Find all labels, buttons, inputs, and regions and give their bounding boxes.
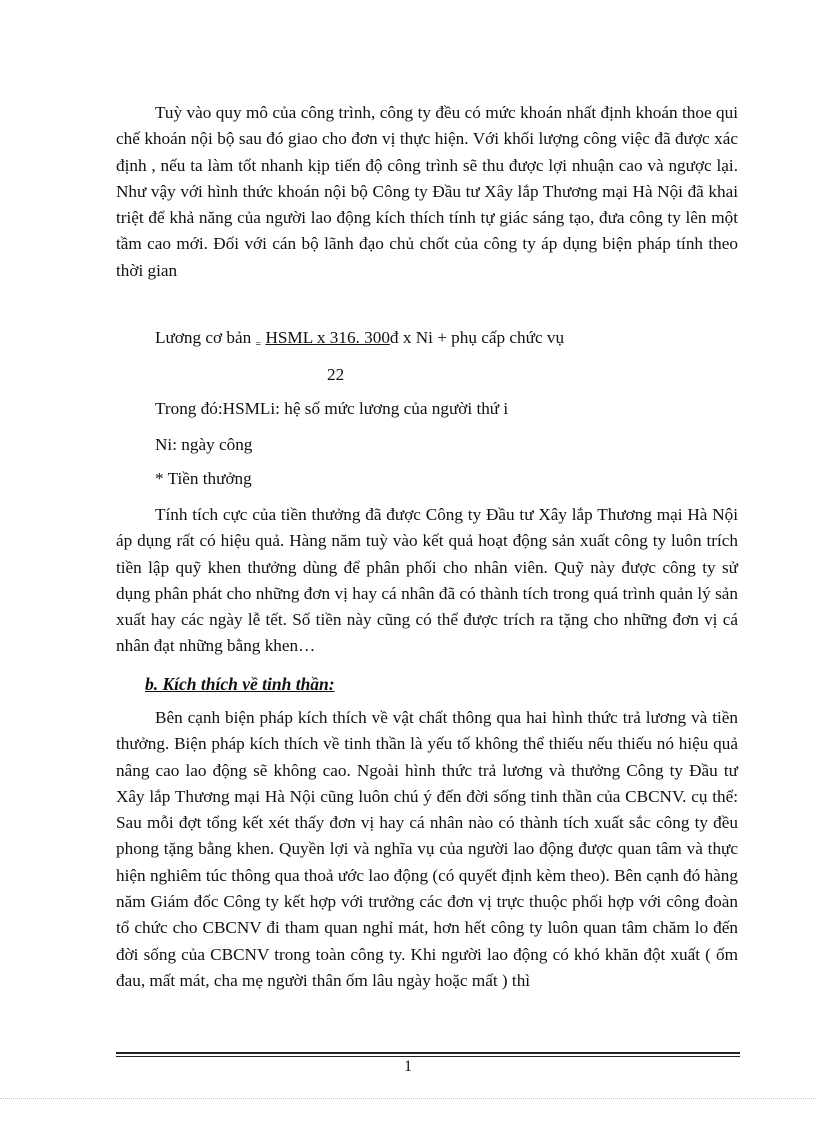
- bonus-subtitle: * Tiền thưởng: [155, 469, 252, 488]
- paragraph-piecework: Tuỳ vào quy mô của công trình, công ty đều có mức khoán nhất định khoán thoe qui chế khoán nội bộ sau đó giao cho đơn vị thực hiện. Với khối lượng công việc đã được xác định , nếu ta làm tốt nhanh kịp tiến độ công trình sẽ thu được lợi nhuận cao và ngược lại. Như vậy với hình thức khoán nội bộ Công ty Đầu tư Xây lắp Thương mại Hà Nội đã khai triệt để khả năng của người lao động kích thích tính tự giác sáng tạo, đưa công ty lên một tầm cao mới. Đối với cán bộ lãnh đạo chủ chốt của công ty áp dụng biện pháp tính theo thời gian: [116, 103, 738, 280]
- salary-formula: [155, 325, 564, 358]
- footer-rule-thick: [116, 1052, 740, 1054]
- formula-numerator: HSML x 316. 300: [265, 328, 390, 347]
- formula-ni-line: Ni: ngày công: [155, 435, 253, 454]
- formula-rest: đ x Ni + phụ cấp chức vụ: [389, 328, 565, 347]
- formula-lhs: Lương cơ bản: [155, 328, 252, 347]
- page-number: 1: [404, 1058, 412, 1075]
- paragraph-bonus: Tính tích cực của tiền thưởng đã được Công ty Đầu tư Xây lắp Thương mại Hà Nội áp dụng rất có hiệu quả. Hàng năm tuỳ vào kết quả hoạt động sản xuất công ty luôn trích tiền lập quỹ khen thưởng dùng để phân phối cho nhân viên. Quỹ này được công ty sử dụng phân phát cho những đơn vị hay cá nhân đã có thành tích trong quá trình quản lý sản xuất hay các ngày lễ tết. Số tiền này cũng có thể được trích ra tặng cho những đơn vị cá nhân đạt những bằng khen…: [116, 505, 738, 656]
- section-heading-b: b. Kích thích về tinh thần:: [145, 674, 335, 694]
- formula-denominator: 22: [327, 365, 345, 384]
- paragraph-spiritual: Bên cạnh biện pháp kích thích về vật chất thông qua hai hình thức trả lương và tiền thưởng. Biện pháp kích thích về tinh thần là yếu tố không thể thiếu nếu thiếu nó hiệu quả nâng cao lao động sẽ không cao. Ngoài hình thức trả lương và thưởng Công ty Đầu tư Xây lắp Thương mại Hà Nội cũng luôn chú ý đến đời sống tinh thần của CBCNV. cụ thể: Sau mỗi đợt tổng kết xét thấy đơn vị hay cá nhân nào có thành tích xuất sắc công ty đều phong tặng bằng khen. Quyền lợi và nghĩa vụ của người lao động được quan tâm và thực hiện nghiêm túc thông qua thoả ước lao động (có quyết định kèm theo). Bên cạnh đó hàng năm Giám đốc Công ty kết hợp với trưởng các đơn vị trực thuộc phối hợp với công đoàn tổ chức cho CBCNV đi tham quan nghỉ mát, hơn hết công ty luôn quan tâm chăm lo đến đời sống của CBCNV trong toàn công ty. Khi người lao động có khó khăn đột xuất ( ốm đau, mất mát, cha mẹ người thân ốm lâu ngày hoặc mất ) thì: [116, 708, 738, 990]
- page-bottom-dotted-border: [0, 1098, 816, 1099]
- formula-equals: =: [255, 339, 262, 350]
- formula-where-line: Trong đó:HSMLi: hệ số mức lương của người thứ i: [155, 399, 509, 418]
